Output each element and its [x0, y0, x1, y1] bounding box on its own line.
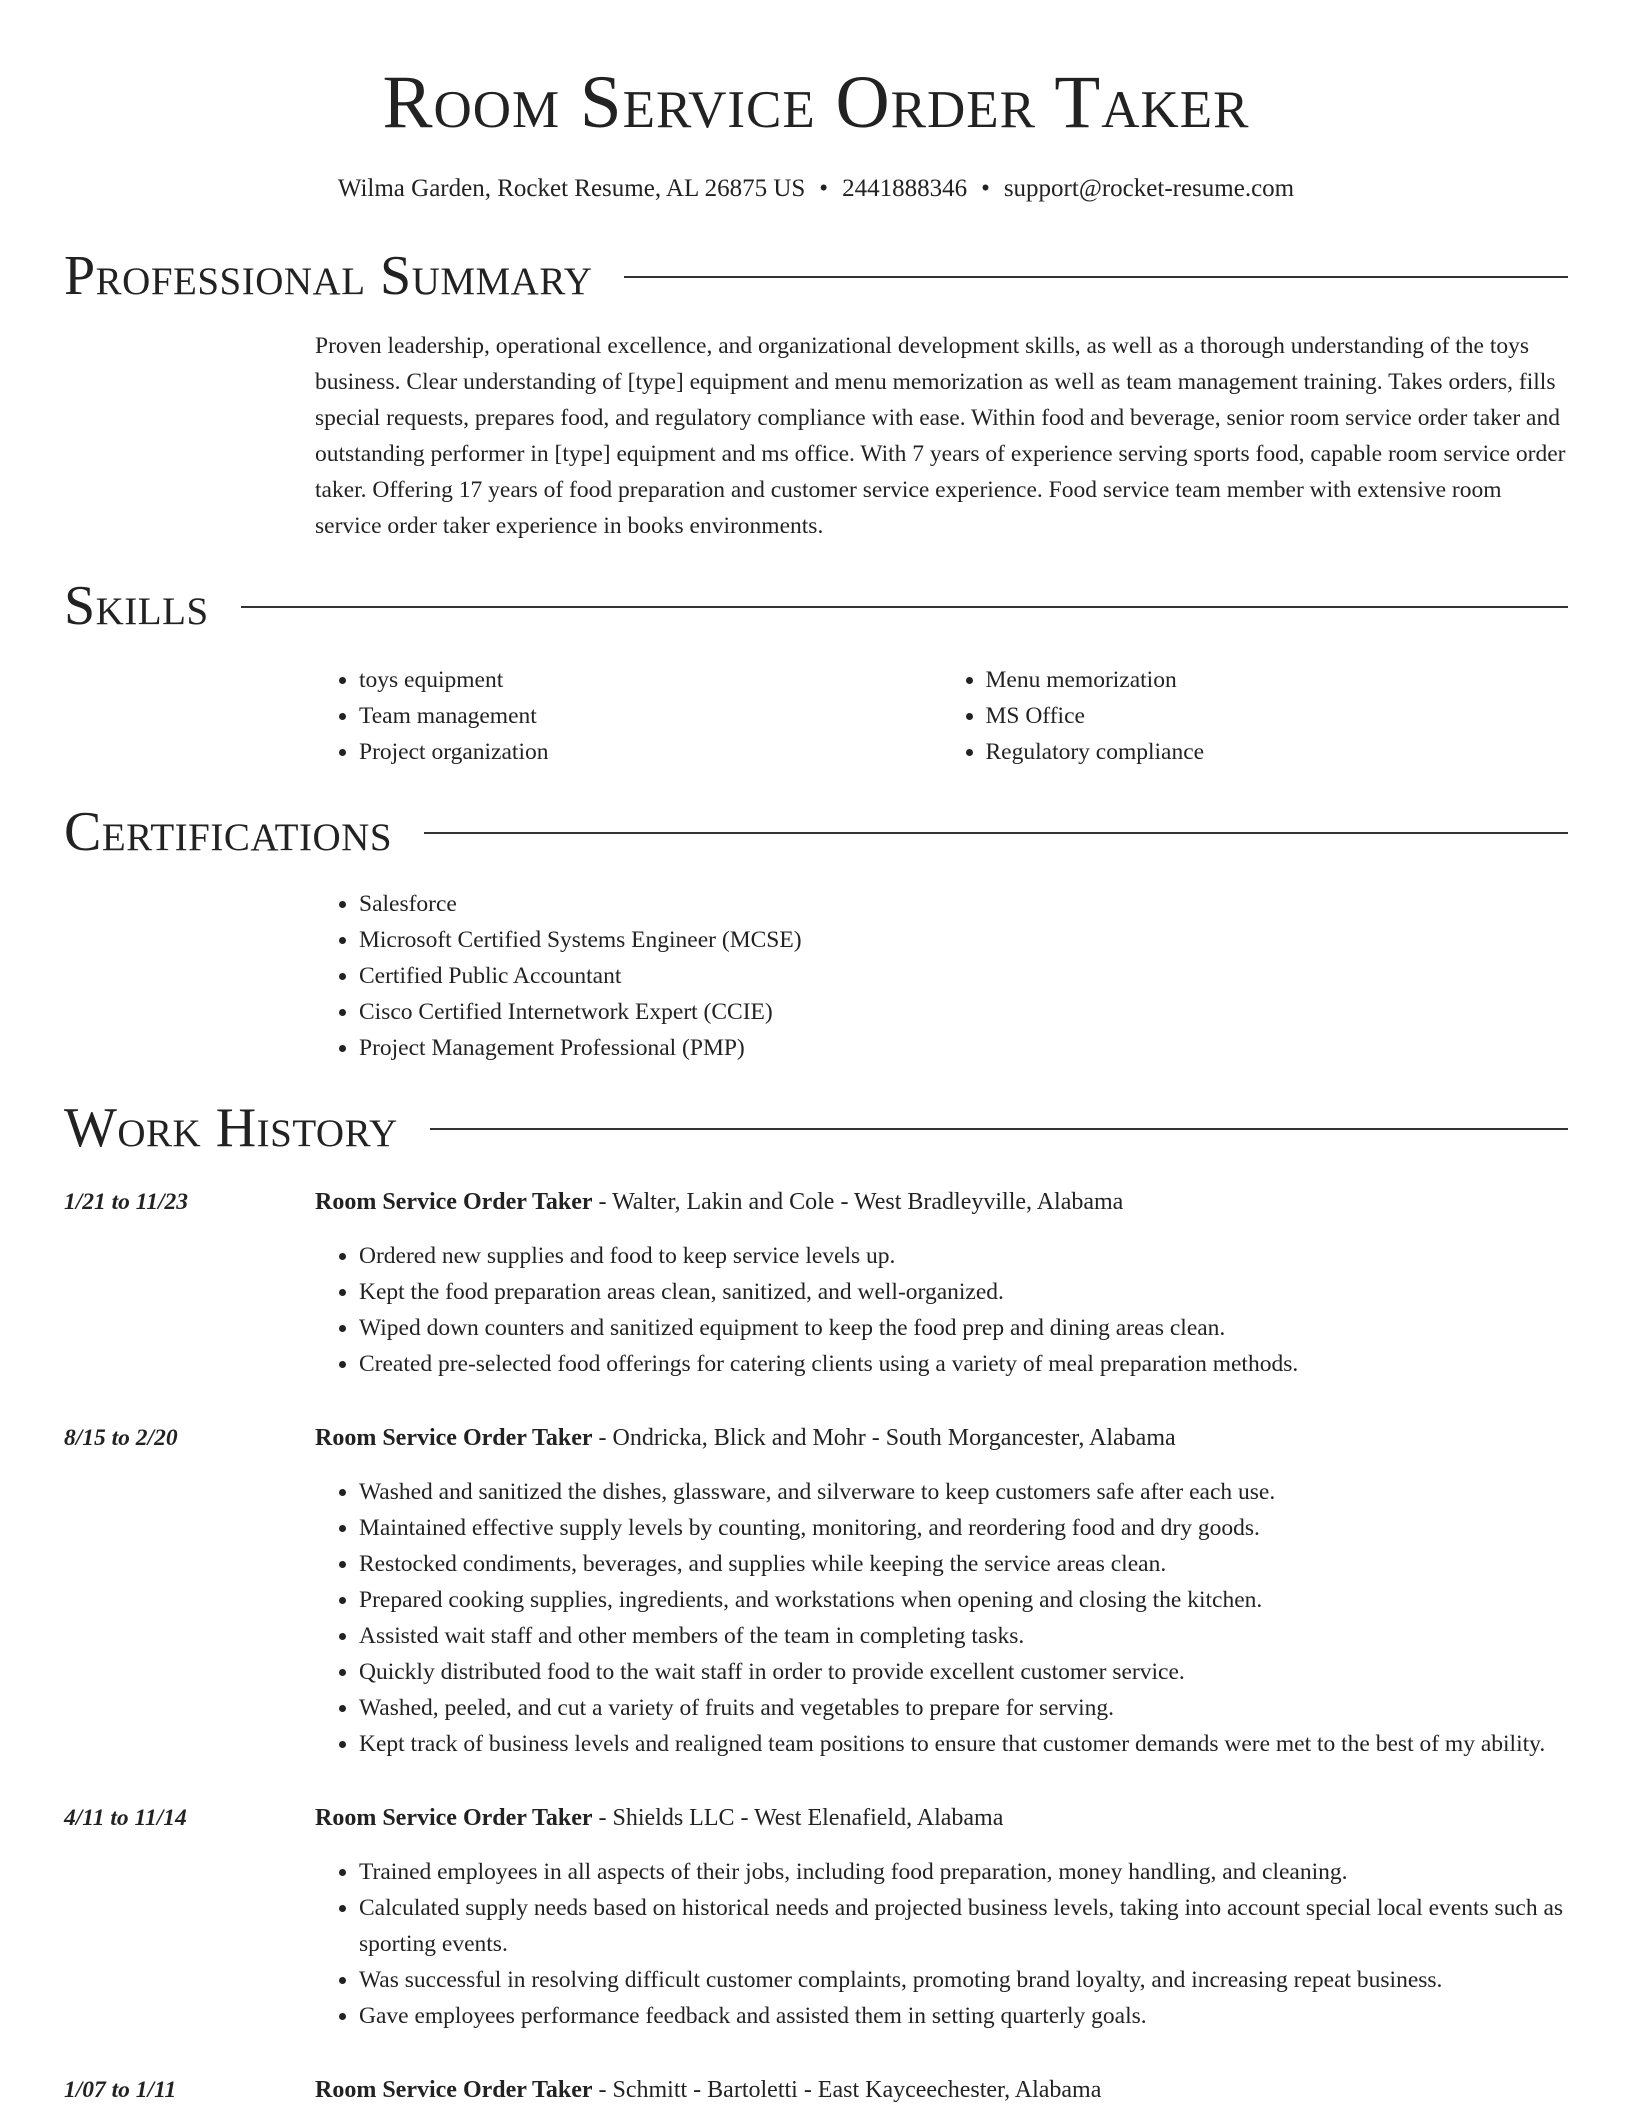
skill-item: • Team management [359, 698, 942, 734]
job-employer: - Schmitt - Bartoletti - East Kayceechester, Alabama [592, 2077, 1102, 2103]
certification-item: • Cisco Certified Internetwork Expert (CCIE) [359, 994, 1568, 1030]
job-body [315, 1800, 1568, 2034]
job-employer: - Ondricka, Blick and Mohr - South Morgancester, Alabama [592, 1425, 1176, 1451]
skills-list-right [942, 662, 1569, 770]
section-divider [624, 276, 1568, 278]
certification-item: • Salesforce [359, 886, 1568, 922]
skill-item: • Regulatory compliance [986, 734, 1569, 770]
job-dates: 4/11 to 11/14 [64, 1805, 187, 1831]
job-role: Room Service Order Taker [315, 1425, 593, 1451]
job-employer: - Walter, Lakin and Cole - West Bradleyville, Alabama [592, 1189, 1124, 1215]
job-title-line [315, 2072, 1568, 2108]
section-title: Certifications [64, 801, 393, 863]
section-title: Work History [64, 1097, 398, 1159]
job-bullets [315, 1854, 1568, 2034]
job-bullets [315, 1238, 1568, 1382]
resume-page [64, 0, 1568, 2126]
skill-item: • MS Office [986, 698, 1569, 734]
resume-name: Room Service Order Taker [382, 61, 1250, 144]
job-bullets [315, 1474, 1568, 1762]
job-entry [64, 1420, 1568, 1762]
job-dates: 8/15 to 2/20 [64, 1425, 178, 1451]
section-header-certifications [64, 800, 1568, 864]
job-body [315, 1420, 1568, 1762]
section-header-skills [64, 574, 1568, 638]
job-bullet: • Was successful in resolving difficult customer complaints, promoting brand loyalty, and increasing repeat business. [359, 1962, 1568, 1998]
contact-address: Wilma Garden, Rocket Resume, AL 26875 US [337, 175, 806, 202]
section-header-summary [64, 244, 1568, 308]
job-bullet: • Gave employees performance feedback and assisted them in setting quarterly goals. [359, 1998, 1568, 2034]
job-employer: - Shields LLC - West Elenafield, Alabama [592, 1805, 1004, 1831]
job-bullet: • Kept the food preparation areas clean, sanitized, and well-organized. [359, 1274, 1568, 1310]
contact-separator: • [981, 175, 990, 202]
skills-grid [315, 662, 1568, 770]
certifications-list [315, 886, 1568, 1066]
job-bullet: • Prepared cooking supplies, ingredients, and workstations when opening and closing the kitchen. [359, 1582, 1568, 1618]
contact-line [64, 172, 1568, 206]
section-divider [430, 1128, 1568, 1130]
certification-item: • Project Management Professional (PMP) [359, 1030, 1568, 1066]
job-role: Room Service Order Taker [315, 1805, 593, 1831]
job-bullet: • Maintained effective supply levels by counting, monitoring, and reordering food and dry goods. [359, 1510, 1568, 1546]
job-bullet: • Ordered new supplies and food to keep service levels up. [359, 1238, 1568, 1274]
section-title: Professional Summary [64, 245, 593, 307]
job-bullet: • Kept track of business levels and realigned team positions to ensure that customer demands were met to the best of my ability. [359, 1726, 1568, 1762]
job-body [315, 1184, 1568, 1382]
skill-item: • Project organization [359, 734, 942, 770]
skill-item: • toys equipment [359, 662, 942, 698]
job-dates: 1/21 to 11/23 [64, 1189, 189, 1215]
job-bullet: • Trained employees in all aspects of their jobs, including food preparation, money handling, and cleaning. [359, 1854, 1568, 1890]
job-bullet: • Created pre-selected food offerings for catering clients using a variety of meal preparation methods. [359, 1346, 1568, 1382]
job-title-line [315, 1184, 1568, 1220]
skills-list-left [315, 662, 942, 770]
certification-item: • Microsoft Certified Systems Engineer (MCSE) [359, 922, 1568, 958]
section-divider [424, 832, 1568, 834]
job-bullet: • Washed, peeled, and cut a variety of fruits and vegetables to prepare for serving. [359, 1690, 1568, 1726]
contact-phone: 2441888346 [842, 175, 968, 202]
skill-item: • Menu memorization [986, 662, 1569, 698]
job-dates: 1/07 to 1/11 [64, 2077, 177, 2103]
section-title: Skills [64, 575, 209, 637]
job-bullet: • Quickly distributed food to the wait staff in order to provide excellent customer service. [359, 1654, 1568, 1690]
certifications-block [315, 886, 1568, 1066]
job-entry [64, 1800, 1568, 2034]
job-bullet: • Wiped down counters and sanitized equipment to keep the food prep and dining areas clean. [359, 1310, 1568, 1346]
contact-separator: • [819, 175, 829, 202]
section-header-work-history [64, 1096, 1568, 1160]
job-bullet: • Calculated supply needs based on historical needs and projected business levels, taking into account special local events such as sporting events. [359, 1890, 1568, 1962]
job-entry [64, 2072, 1568, 2126]
job-role: Room Service Order Taker [315, 1189, 593, 1215]
job-bullet: • Washed and sanitized the dishes, glassware, and silverware to keep customers safe after each use. [359, 1474, 1568, 1510]
contact-email: support@rocket-resume.com [1003, 175, 1295, 202]
job-body [315, 2072, 1568, 2126]
section-divider [241, 606, 1568, 608]
summary-text: Proven leadership, operational excellence, and organizational development skills, as well as a thorough understanding of the toys business. Clear understanding of [type] equipment and menu memorization as well as team management training. Takes orders, fills special requests, prepares food, and regulatory compliance with ease. Within food and beverage, senior room service order taker and outstanding performer in [type] equipment and ms office. With 7 years of experience serving sports food, capable room service order taker. Offering 17 years of food preparation and customer service experience. Food service team member with extensive room service order taker experience in books environments. [315, 333, 1566, 539]
job-role: Room Service Order Taker [315, 2077, 593, 2103]
job-entry [64, 1184, 1568, 1382]
certification-item: • Certified Public Accountant [359, 958, 1568, 994]
job-title-line [315, 1800, 1568, 1836]
job-title-line [315, 1420, 1568, 1456]
job-bullet: • Restocked condiments, beverages, and supplies while keeping the service areas clean. [359, 1546, 1568, 1582]
job-bullet: • Assisted wait staff and other members of the team in completing tasks. [359, 1618, 1568, 1654]
